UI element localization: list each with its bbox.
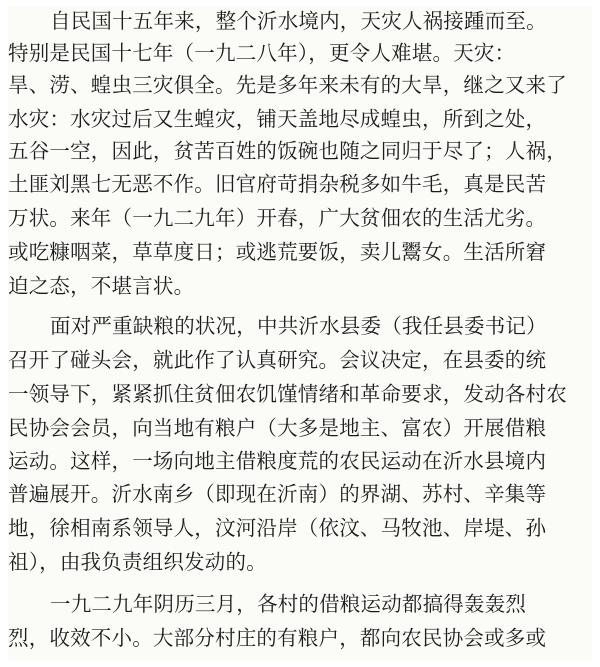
text-line: 万状。来年（一九二九年）开春，广大贫佃农的生活尤劣。 [8,206,547,230]
text-line: 祖），由我负责组织发动的。 [8,550,267,574]
text-line: 普遍展开。沂水南乡（即现在沂南）的界湖、苏村、辛集等 [8,482,547,506]
text-line: 或吃糠咽菜，草草度日；或逃荒要饭，卖儿鬻女。生活所窘 [8,240,547,264]
document-page [8,6,592,661]
text-line: 烈，收效不小。大部分村庄的有粮户，都向农民协会或多或 [8,626,547,650]
text-line: 面对严重缺粮的状况，中共沂水县委（我任县委书记） [50,314,547,338]
text-line: 地，徐相南系领导人，汶河沿岸（依汶、马牧池、岸堤、孙 [8,516,547,540]
text-line: 水灾：水灾过后又生蝗灾，铺天盖地尽成蝗虫，所到之处， [8,107,547,131]
text-line: 一领导下，紧紧抓住贫佃农饥馑情绪和革命要求，发动各村农 [8,382,567,406]
text-line: 民协会会员，向当地有粮户（大多是地主、富农）开展借粮 [8,416,547,440]
text-line: 五谷一空，因此，贫苦百姓的饭碗也随之同归于尽了；人祸， [8,139,567,163]
text-line: 土匪刘黑七无恶不作。旧官府苛捐杂税多如牛毛，真是民苦 [8,172,547,196]
text-line: 特别是民国十七年（一九二八年），更令人难堪。天灾： [8,41,516,65]
text-line: 迫之态，不堪言状。 [8,274,195,298]
text-line: 运动。这样，一场向地主借粮度荒的农民运动在沂水县境内 [8,449,547,473]
text-line: 旱、涝、蝗虫三灾俱全。先是多年来未有的大旱，继之又来了 [8,73,567,97]
text-line: 一九二九年阴历三月，各村的借粮运动都搞得轰轰烈 [50,592,527,616]
text-line: 召开了碰头会，就此作了认真研究。会议决定，在县委的统 [8,348,547,372]
text-line: 自民国十五年来，整个沂水境内，天灾人祸接踵而至。 [50,9,547,33]
